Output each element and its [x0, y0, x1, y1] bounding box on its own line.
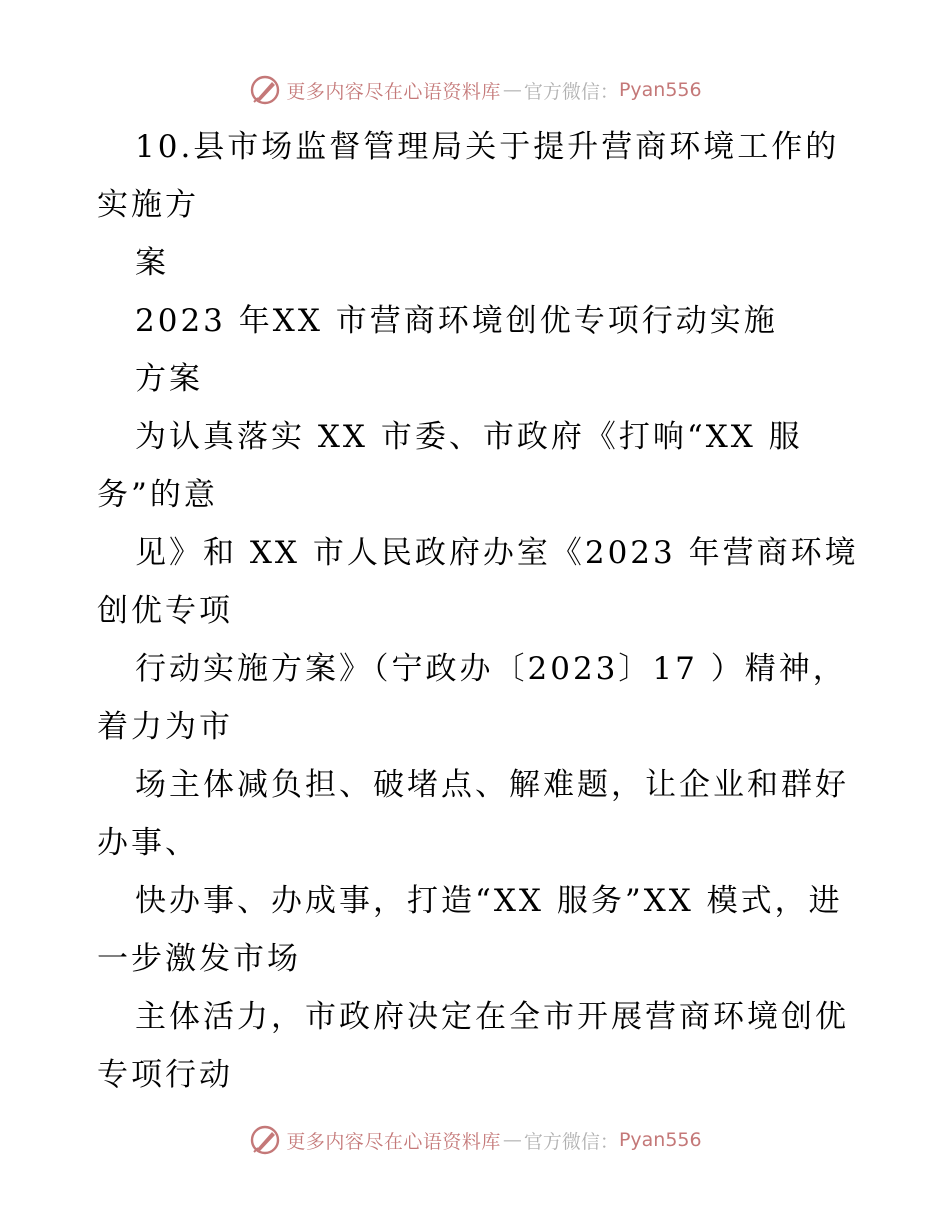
watermark-id: Pyan556 [618, 79, 702, 101]
watermark-separator: — [502, 79, 522, 101]
header-watermark [0, 70, 950, 110]
text-line: 快办事、办成事，打造“XX 服务”XX 模式，进 [135, 883, 843, 919]
watermark-brand: 更多内容尽在心语资料库 [286, 1130, 501, 1153]
watermark-id: Pyan556 [618, 1129, 702, 1151]
text-line: 2023 年XX 市营商环境创优专项行动实施 [135, 303, 778, 339]
text-line: 创优专项 [97, 593, 233, 629]
quill-logo-icon [248, 1123, 282, 1157]
text-line: 行动实施方案》（宁政办〔2023〕17 ）精神， [135, 651, 847, 687]
footer-watermark [0, 1120, 950, 1160]
text-line: 一步激发市场 [97, 941, 301, 977]
document-body [97, 118, 867, 1104]
text-line: 着力为市 [97, 709, 233, 745]
text-line: 10.县市场监督管理局关于提升营商环境工作的 [135, 129, 840, 165]
quill-logo-icon [248, 73, 282, 107]
watermark-label: 官方微信： [523, 80, 619, 103]
text-line: 专项行动 [97, 1057, 233, 1093]
text-line: 案 [135, 245, 169, 281]
watermark-brand: 更多内容尽在心语资料库 [286, 80, 501, 103]
text-line: 实施方 [97, 187, 199, 223]
text-line: 见》和 XX 市人民政府办室《2023 年营商环境 [135, 535, 859, 571]
text-line: 办事、 [97, 825, 199, 861]
text-line: 务”的意 [97, 477, 218, 513]
text-line: 方案 [135, 361, 203, 397]
watermark-label: 官方微信： [523, 1130, 619, 1153]
text-line: 场主体减负担、破堵点、解难题，让企业和群好 [135, 767, 849, 803]
text-line: 主体活力，市政府决定在全市开展营商环境创优 [135, 999, 849, 1035]
text-line: 为认真落实 XX 市委、市政府《打响“XX 服 [135, 419, 803, 455]
watermark-separator: — [502, 1129, 522, 1151]
